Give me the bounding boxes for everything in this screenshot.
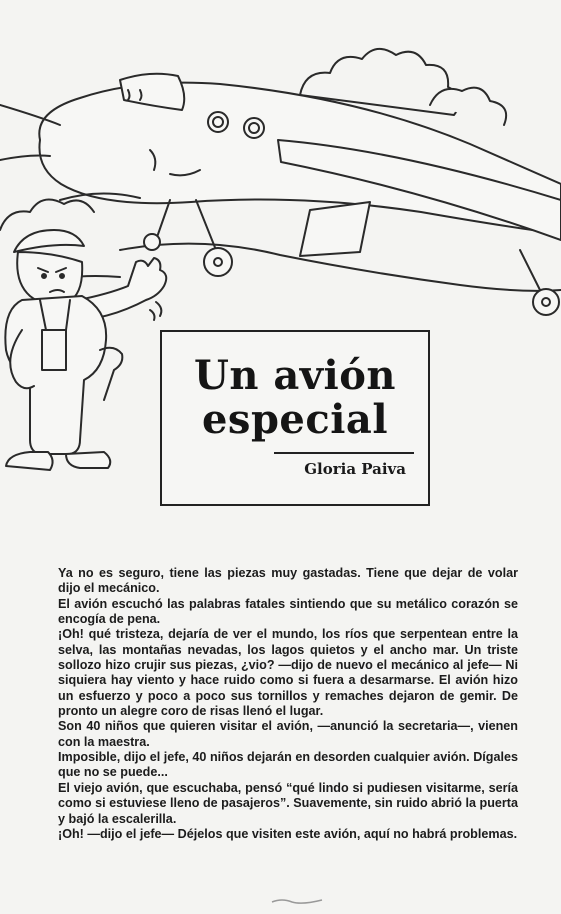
story-paragraph: ¡Oh! —dijo el jefe— Déjelos que visiten este avión, aquí no habrá problemas. (58, 826, 518, 841)
story-title-line-2: especial (201, 396, 389, 443)
story-paragraph: Son 40 niños que quieren visitar el avión, —anunció la secretaria—, vienen con la maestra. (58, 719, 518, 749)
story-title-line-1: Un avión (193, 352, 396, 399)
ink-smudge (268, 896, 328, 906)
mechanic-drawing (5, 230, 166, 470)
story-paragraph: Imposible, dijo el jefe, 40 niños dejarán en desorden cualquier avión. Dígales que no se puede... (58, 750, 518, 780)
story-paragraph: El viejo avión, que escuchaba, pensó “qué lindo si pudiesen visitarme, sería como si estuviese lleno de pasajeros”. Suavemente, sin ruido abrió la puerta y bajó la escalerilla. (58, 780, 518, 826)
story-author: Gloria Paiva (304, 460, 406, 478)
story-paragraph: ¡Oh! qué tristeza, dejaría de ver el mundo, los ríos que serpentean entre la selva, las montañas nevadas, los lagos quietos y el ancho mar. Un triste sollozo hizo crujir sus piezas, ¿vio? —dijo de nuevo el mecánico al jefe— Ni siquiera hay viento y hace ruido como si fuera a desarmarse. El avión hizo un esfuerzo y poco a poco sus tornillos y remaches dejaron de gemir. De pronto un alegre coro de risas llenó el lugar. (58, 627, 518, 719)
story-text (58, 566, 518, 842)
story-paragraph: Ya no es seguro, tiene las piezas muy gastadas. Tiene que dejar de volar dijo el mecánico. (58, 566, 518, 596)
author-divider (274, 452, 414, 454)
title-box (160, 330, 430, 506)
story-title (162, 354, 428, 442)
story-paragraph: El avión escuchó las palabras fatales sintiendo que su metálico corazón se encogía de pena. (58, 596, 518, 627)
